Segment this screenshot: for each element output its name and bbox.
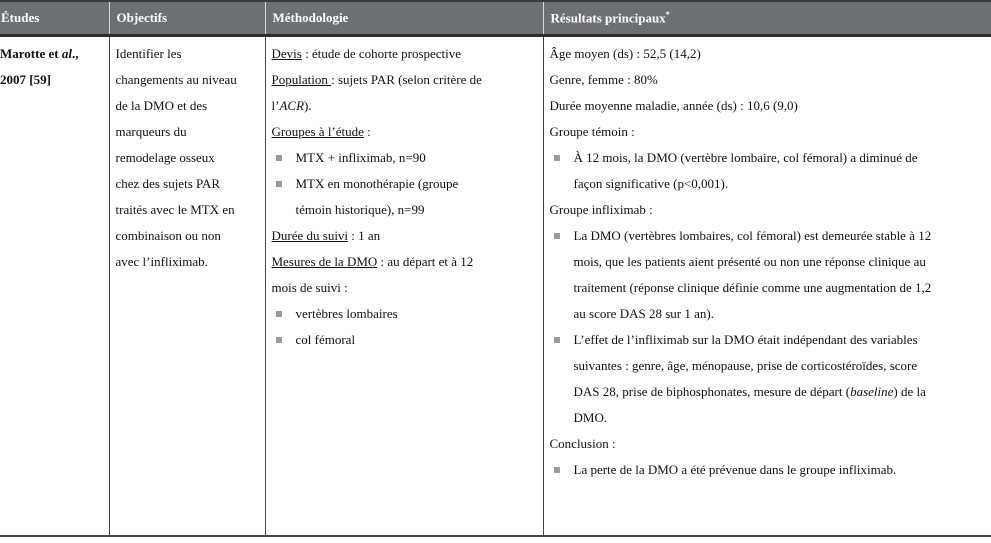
age-line: Âge moyen (ds) : 52,5 (14,2) — [549, 46, 701, 61]
temoin-label: Groupe témoin : — [549, 124, 635, 139]
temoin-item-text: À 12 mois, la DMO (vertèbre lombaire, col fémoral) a diminué de — [573, 150, 918, 165]
temoin-item-text: façon significative (p<0,001). — [573, 176, 729, 191]
study-cell — [0, 36, 109, 537]
bullet-square-icon — [276, 311, 282, 317]
duree-label: Durée du suivi — [271, 228, 349, 243]
mesures-line — [272, 249, 543, 275]
header-resultats — [543, 1, 991, 36]
header-resultats-label: Résultats principaux — [550, 10, 666, 26]
mesure-item-text: col fémoral — [295, 332, 356, 347]
population-cont-pre: l’ — [271, 98, 280, 113]
bullet-square-icon — [276, 337, 282, 343]
duree-maladie-line: Durée moyenne maladie, année (ds) : 10,6 (9,0) — [549, 98, 798, 113]
objective-line: marqueurs du — [115, 124, 187, 139]
duree-line — [272, 223, 543, 249]
list-item — [272, 301, 543, 327]
header-methodologie: Méthodologie — [265, 1, 543, 36]
inflix-item-post: ) de la — [893, 384, 926, 399]
groupes-text: : — [363, 124, 371, 139]
inflix-item-italic: baseline — [850, 384, 894, 399]
bullet-square-icon — [554, 467, 560, 473]
inflix-item-text: La DMO (vertèbres lombaires, col fémoral) est demeurée stable à 12 — [573, 228, 932, 243]
list-item — [550, 327, 991, 431]
mesures-text: : au départ et à 12 — [377, 254, 474, 269]
group-item-text: MTX en monothérapie (groupe — [295, 176, 459, 191]
population-cont-line — [272, 93, 543, 119]
inflix-item-text: DMO. — [573, 410, 608, 425]
list-item — [550, 223, 991, 327]
author-name: Marotte et — [0, 46, 62, 61]
header-objectifs: Objectifs — [109, 1, 265, 36]
results-cell — [543, 36, 991, 537]
devis-label: Devis — [271, 46, 302, 61]
objective-line: chez des sujets PAR — [115, 176, 221, 191]
author-punct: ., — [71, 46, 79, 61]
inflix-item-text: traitement (réponse clinique définie comme une augmentation de 1,2 — [573, 280, 932, 295]
list-item — [550, 145, 991, 197]
population-label: Population — [271, 72, 332, 87]
objective-line: changements au niveau — [115, 72, 237, 87]
inflix-item-text: L’effet de l’infliximab sur la DMO était indépendant des variables — [573, 332, 918, 347]
duree-text: : 1 an — [348, 228, 381, 243]
conclusion-label: Conclusion : — [549, 436, 616, 451]
objective-line: avec l’infliximab. — [115, 254, 208, 269]
table-row — [0, 36, 991, 537]
objectives-cell — [109, 36, 265, 537]
objective-line: de la DMO et des — [115, 98, 208, 113]
mesures-label: Mesures de la DMO — [271, 254, 378, 269]
list-item — [272, 145, 543, 171]
mesure-item-text: vertèbres lombaires — [295, 306, 398, 321]
devis-text: : étude de cohorte prospective — [301, 46, 462, 61]
objective-line: combinaison ou non — [115, 228, 221, 243]
population-cont-post: ). — [304, 98, 312, 113]
inflix-item-text — [574, 379, 991, 405]
bullet-square-icon — [554, 155, 560, 161]
mesures-cont-line: mois de suivi : — [271, 280, 348, 295]
inflix-item-text: suivantes : genre, âge, ménopause, prise de corticostéroïdes, score — [573, 358, 918, 373]
inflix-item-pre: DAS 28, prise de biphosphonates, mesure de départ ( — [573, 384, 851, 399]
bullet-square-icon — [554, 337, 560, 343]
population-line — [272, 67, 543, 93]
list-item — [550, 457, 991, 483]
groupes-label: Groupes à l’étude — [271, 124, 364, 139]
population-cont-italic: ACR — [279, 98, 305, 113]
methodology-cell — [265, 36, 543, 537]
bullet-square-icon — [554, 233, 560, 239]
study-author — [0, 41, 109, 67]
footnote-mark: * — [665, 9, 670, 19]
list-item — [272, 171, 543, 223]
objective-line: remodelage osseux — [115, 150, 215, 165]
inflix-item-text: mois, que les patients aient présenté ou non une réponse clinique au — [573, 254, 926, 269]
objective-line: Identifier les — [115, 46, 182, 61]
list-item — [272, 327, 543, 353]
group-item-text: témoin historique), n=99 — [295, 202, 425, 217]
conclusion-item-text: La perte de la DMO a été prévenue dans le groupe infliximab. — [573, 462, 897, 477]
devis-line — [272, 41, 543, 67]
bullet-square-icon — [276, 155, 282, 161]
infliximab-label: Groupe infliximab : — [549, 202, 653, 217]
bullet-square-icon — [276, 181, 282, 187]
inflix-item-text: au score DAS 28 sur 1 an). — [573, 306, 714, 321]
group-item-text: MTX + infliximab, n=90 — [295, 150, 426, 165]
header-row — [0, 1, 991, 36]
author-al: al — [61, 46, 72, 61]
genre-line: Genre, femme : 80% — [549, 72, 658, 87]
study-reference: 2007 [59] — [0, 72, 51, 87]
population-text: : sujets PAR (selon critère de — [331, 72, 482, 87]
header-etudes: Études — [0, 1, 109, 36]
objective-line: traités avec le MTX en — [115, 202, 235, 217]
groupes-line — [272, 119, 543, 145]
